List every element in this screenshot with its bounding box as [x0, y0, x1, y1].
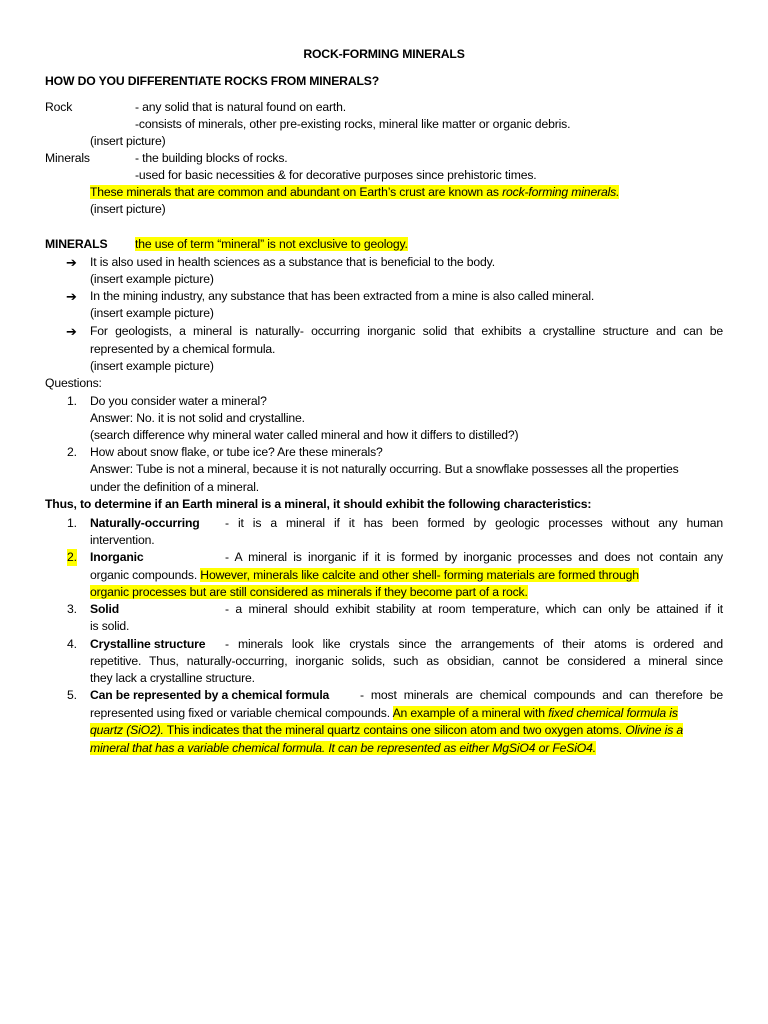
characteristic-description-continued: they lack a crystalline structure. — [90, 671, 255, 685]
characteristic-number: 5. — [67, 688, 77, 702]
rock-term: Rock — [45, 100, 73, 114]
highlight-text: These minerals that are common and abundant on Earth’s crust are known as — [90, 185, 503, 199]
questions-heading: Questions: — [45, 376, 102, 390]
bullet-text: In the mining industry, any substance that has been extracted from a mine is also called mineral. — [90, 289, 595, 303]
bullet-text-continued: represented by a chemical formula. — [90, 342, 276, 356]
characteristics-heading: Thus, to determine if an Earth mineral is a mineral, it should exhibit the following characteristics: — [45, 497, 592, 511]
characteristic-term: Inorganic — [90, 550, 144, 564]
highlight-text: However, minerals like calcite and other shell- forming materials are formed through — [200, 568, 639, 582]
characteristic-description-continued — [90, 584, 528, 601]
highlight-text: the use of term “mineral” is not exclusive to geology. — [135, 237, 408, 251]
highlight-italic-text: Olivine is a — [625, 723, 684, 737]
characteristic-number: 2. — [67, 550, 77, 564]
arrow-right-icon: ➔ — [66, 289, 77, 304]
characteristic-term: Can be represented by a chemical formula — [90, 688, 330, 702]
characteristic-description-continued — [90, 705, 678, 722]
rock-insert-picture: (insert picture) — [90, 134, 166, 148]
characteristic-description-continued — [90, 722, 683, 739]
characteristic-term: Solid — [90, 602, 120, 616]
characteristic-description-continued — [90, 740, 596, 757]
page-title: ROCK-FORMING MINERALS — [303, 47, 465, 61]
highlight-italic-text: rock-forming minerals. — [502, 185, 620, 199]
section-heading-differentiate: HOW DO YOU DIFFERENTIATE ROCKS FROM MINERALS? — [45, 74, 380, 88]
characteristic-description: - it is a mineral if it has been formed by geologic processes without any human — [225, 516, 723, 530]
plain-text: organic compounds. — [90, 568, 201, 582]
characteristic-description-continued: is solid. — [90, 619, 130, 633]
question-number: 1. — [67, 394, 77, 408]
characteristic-description-continued: intervention. — [90, 533, 155, 547]
characteristic-number: 1. — [67, 516, 77, 530]
characteristic-number: 4. — [67, 637, 77, 651]
characteristic-description-continued — [90, 567, 639, 584]
minerals-definition-2: -used for basic necessities & for decorative purposes since prehistoric times. — [135, 168, 537, 182]
minerals-section-statement — [135, 236, 408, 253]
plain-text: represented using fixed or variable chemical compounds. — [90, 706, 393, 720]
question-text: How about snow flake, or tube ice? Are these minerals? — [90, 445, 383, 459]
characteristic-term: Crystalline structure — [90, 637, 206, 651]
highlight-text: organic processes but are still considered as minerals if they become part of a rock. — [90, 585, 528, 599]
rock-definition-2: -consists of minerals, other pre-existing rocks, mineral like matter or organic debris. — [135, 117, 571, 131]
bullet-insert: (insert example picture) — [90, 306, 214, 320]
characteristic-term: Naturally-occurring — [90, 516, 200, 530]
bullet-insert: (insert example picture) — [90, 272, 214, 286]
question-note: (search difference why mineral water called mineral and how it differs to distilled?) — [90, 428, 519, 442]
answer-text-continued: under the definition of a mineral. — [90, 480, 260, 494]
highlight-text: This indicates that the mineral quartz contains one silicon atom and two oxygen atoms. — [163, 723, 626, 737]
characteristic-description: - most minerals are chemical compounds and can therefore be — [360, 688, 723, 702]
highlight-italic-text: quartz (SiO2). — [90, 723, 164, 737]
rock-forming-highlight — [90, 184, 619, 201]
characteristic-description: - A mineral is inorganic if it is formed by inorganic processes and does not contain any — [225, 550, 723, 564]
arrow-right-icon: ➔ — [66, 324, 77, 339]
highlight-italic-text: mineral that has a variable chemical formula. It can be represented as either MgSiO4 or FeSiO4. — [90, 741, 596, 755]
answer-text: Answer: Tube is not a mineral, because it is not naturally occurring. But a snowflake possesses all the properties — [90, 462, 679, 476]
highlight-italic-text: fixed chemical formula is — [548, 706, 678, 720]
question-text: Do you consider water a mineral? — [90, 394, 267, 408]
characteristic-description: - a mineral should exhibit stability at room temperature, which can only be attained if it — [225, 602, 723, 616]
highlight-text: An example of a mineral with — [392, 706, 549, 720]
answer-text: Answer: No. it is not solid and crystalline. — [90, 411, 305, 425]
rock-definition-1: - any solid that is natural found on earth. — [135, 100, 347, 114]
minerals-definition-1: - the building blocks of rocks. — [135, 151, 288, 165]
bullet-text: For geologists, a mineral is naturally- occurring inorganic solid that exhibits a crystalline structure and can be — [90, 324, 723, 338]
bullet-text: It is also used in health sciences as a substance that is beneficial to the body. — [90, 255, 495, 269]
arrow-right-icon: ➔ — [66, 255, 77, 270]
question-number: 2. — [67, 445, 77, 459]
characteristic-description: - minerals look like crystals since the arrangements of their atoms is ordered and — [225, 637, 723, 651]
characteristic-number: 3. — [67, 602, 77, 616]
minerals-section-term: MINERALS — [45, 237, 108, 251]
characteristic-description-continued: repetitive. Thus, naturally-occurring, inorganic solids, such as obsidian, cannot be considered a mineral since — [90, 654, 723, 668]
minerals-insert-picture: (insert picture) — [90, 202, 166, 216]
bullet-insert: (insert example picture) — [90, 359, 214, 373]
minerals-term: Minerals — [45, 151, 90, 165]
